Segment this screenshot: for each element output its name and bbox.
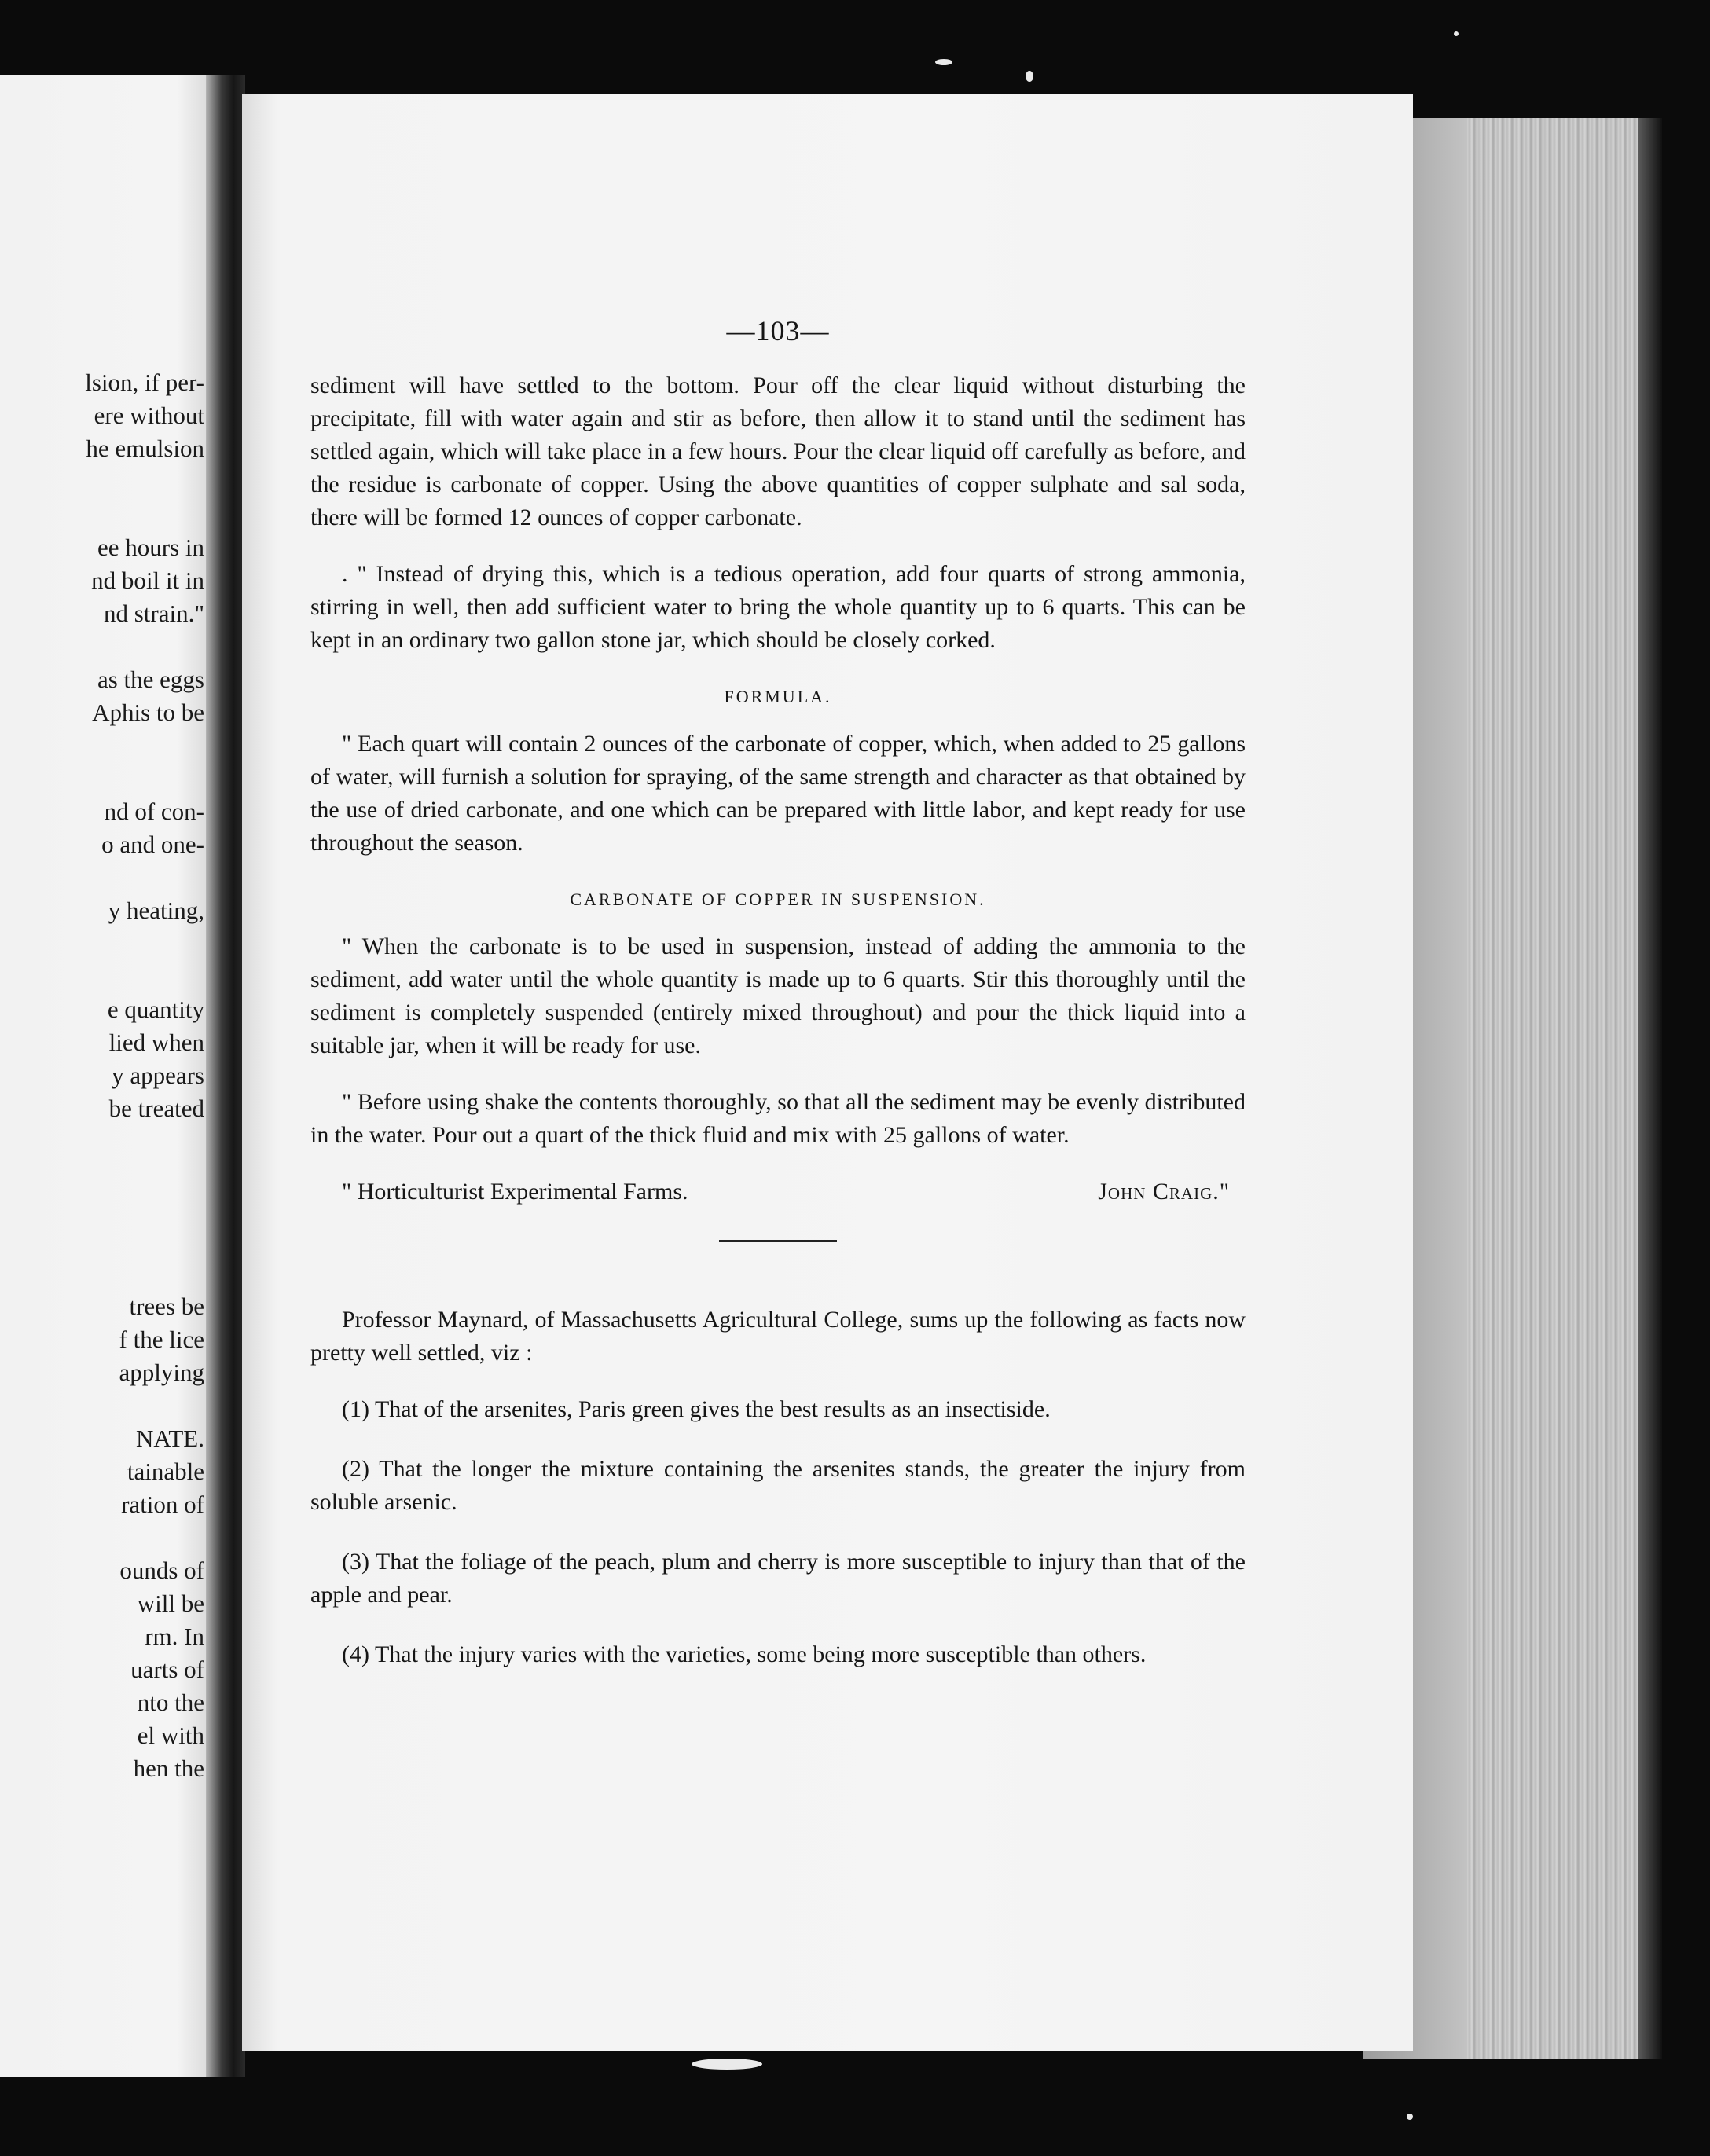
fact-item: (2) That the longer the mixture containing the arsenites stands, the greater the injury from soluble arsenic. bbox=[310, 1456, 1246, 1515]
paragraph-ammonia: . " Instead of drying this, which is a tedious operation, add four quarts of strong ammonia, stirring in well, then add sufficient water to bring the whole quantity up to 6 quarts. This can be kept in an ordinary two gallon stone jar, which should be closely corked. bbox=[310, 561, 1246, 653]
left-page-line: NATE. bbox=[136, 1424, 204, 1452]
page-number: —103— bbox=[726, 315, 830, 346]
fact-item: (3) That the foliage of the peach, plum and cherry is more susceptible to injury than that of the apple and pear. bbox=[310, 1549, 1246, 1608]
left-page-line: Aphis to be bbox=[92, 698, 204, 726]
book-gutter bbox=[206, 75, 245, 2077]
scan-speck bbox=[1026, 71, 1033, 82]
paragraph-maynard: Professor Maynard, of Massachusetts Agricultural College, sums up the following as facts now pretty well settled, viz : bbox=[310, 1307, 1246, 1366]
left-page-line: lied when bbox=[108, 1028, 204, 1056]
signature-affiliation: " Horticulturist Experimental Farms. bbox=[342, 1179, 688, 1204]
paragraph-sediment: sediment will have settled to the bottom. Pour off the clear liquid without disturbing the precipitate, fill with water again and stir as before, then allow it to stand until the sediment has settled again, which will take place in a few hours. Pour the clear liquid off carefully as before, and the residue is carbonate of copper. Using the above quantities of copper sulphate and sal soda, there will be formed 12 ounces of copper carbonate. bbox=[310, 372, 1246, 530]
left-page-line: ration of bbox=[121, 1490, 204, 1518]
left-page-line bbox=[0, 1125, 204, 1158]
left-page-line: nd boil it in bbox=[91, 566, 204, 594]
paragraph-suspension: " When the carbonate is to be used in suspension, instead of adding the ammonia to the sediment, add water until the whole quantity is made up to 6 quarts. Stir this thoroughly until the sediment is completely suspended (entirely mixed throughout) and pour the thick liquid into a suitable jar, when it will be ready for use. bbox=[310, 933, 1246, 1058]
left-page-line: ounds of bbox=[119, 1556, 204, 1584]
left-page-line: y heating, bbox=[108, 896, 204, 924]
left-page-line bbox=[0, 927, 204, 960]
scan-speck bbox=[1454, 31, 1459, 36]
left-page-line bbox=[0, 729, 204, 762]
fact-item: (1) That of the arsenites, Paris green gives the best results as an insectiside. bbox=[342, 1396, 1051, 1422]
left-page-line bbox=[0, 498, 204, 531]
left-page-line: el with bbox=[137, 1722, 204, 1749]
scan-speck bbox=[692, 2059, 762, 2070]
page-content bbox=[310, 314, 1246, 1698]
left-page-line: rm. In bbox=[145, 1622, 204, 1650]
left-page-line bbox=[0, 1224, 204, 1257]
left-page-line bbox=[0, 465, 204, 498]
left-page-line: tainable bbox=[127, 1458, 204, 1485]
left-page-line: he emulsion bbox=[86, 434, 204, 462]
left-page-line: o and one- bbox=[101, 830, 204, 858]
fact-item: (4) That the injury varies with the varieties, some being more susceptible than others. bbox=[342, 1641, 1147, 1667]
left-page-text bbox=[0, 366, 204, 1785]
paragraph-shake: " Before using shake the contents thoroughly, so that all the sediment may be evenly distributed in the water. Pour out a quart of the thick fluid and mix with 25 gallons of water. bbox=[310, 1089, 1246, 1148]
left-page-line: hen the bbox=[133, 1754, 204, 1782]
left-page-line: applying bbox=[119, 1358, 204, 1386]
left-page-line bbox=[0, 1191, 204, 1224]
left-page-line: will be bbox=[137, 1590, 204, 1617]
left-page-line bbox=[0, 960, 204, 993]
left-page-line bbox=[0, 1158, 204, 1191]
left-page-line: nto the bbox=[137, 1688, 204, 1716]
section-divider bbox=[719, 1240, 837, 1242]
left-page-line: nd strain." bbox=[103, 600, 204, 627]
paragraph-formula: " Each quart will contain 2 ounces of the carbonate of copper, which, when added to 25 gallons of water, will furnish a solution for spraying, of the same strength and character as that obtained by the use of dried carbonate, and one which can be prepared with little labor, and kept ready for use throughout the season. bbox=[310, 731, 1246, 856]
left-page-line bbox=[0, 630, 204, 663]
left-page-line bbox=[0, 1257, 204, 1290]
scan-speck bbox=[935, 59, 952, 65]
heading-suspension: CARBONATE OF COPPER IN SUSPENSION. bbox=[570, 889, 986, 909]
left-page-line: lsion, if per- bbox=[85, 368, 204, 396]
left-page-line: be treated bbox=[108, 1094, 204, 1122]
left-page-line bbox=[0, 1521, 204, 1554]
left-page-line: nd of con- bbox=[104, 798, 204, 825]
left-page-line: ee hours in bbox=[97, 534, 204, 561]
left-page-line: ere without bbox=[94, 402, 204, 429]
left-page-line bbox=[0, 861, 204, 894]
left-page-line: uarts of bbox=[130, 1656, 204, 1683]
scan-speck bbox=[1407, 2114, 1413, 2120]
signature-author: John Craig." bbox=[1098, 1179, 1230, 1204]
signature-line bbox=[310, 1175, 1246, 1208]
heading-formula: FORMULA. bbox=[724, 687, 832, 706]
left-page-line: trees be bbox=[129, 1292, 204, 1320]
left-page-line: f the lice bbox=[119, 1326, 204, 1353]
left-facing-page bbox=[0, 75, 222, 2077]
left-page-line: as the eggs bbox=[97, 666, 204, 693]
left-page-line bbox=[0, 762, 204, 795]
left-page-line: e quantity bbox=[107, 996, 204, 1023]
left-page-line bbox=[0, 1389, 204, 1422]
left-page-line: y appears bbox=[112, 1062, 204, 1089]
